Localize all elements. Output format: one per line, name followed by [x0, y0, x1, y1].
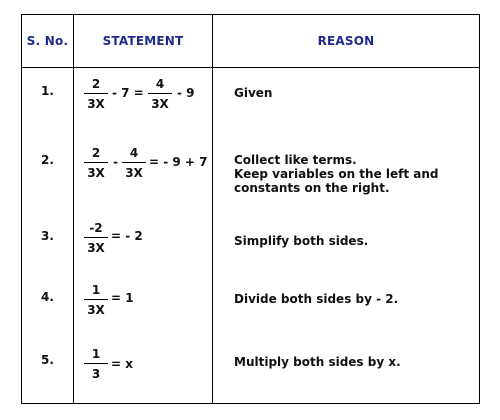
header-reason: REASON — [317, 34, 375, 48]
fraction-bar — [84, 162, 108, 163]
fraction-bar — [84, 93, 108, 94]
row-number: 1. — [41, 84, 54, 98]
fraction — [84, 146, 108, 180]
numerator: 4 — [155, 77, 165, 91]
reason-text — [234, 234, 368, 248]
operator-text: = x — [111, 357, 133, 371]
reason-line: Keep variables on the left and — [234, 167, 439, 181]
reason-text — [234, 86, 272, 100]
fraction-bar — [84, 299, 108, 300]
reason-text — [234, 153, 439, 195]
operator-text: = - 9 + 7 — [149, 155, 208, 169]
column-divider — [212, 15, 213, 403]
fraction — [84, 221, 108, 255]
denominator: 3X — [87, 97, 105, 111]
fraction-bar — [84, 237, 108, 238]
fraction — [84, 283, 108, 317]
reason-line: Collect like terms. — [234, 153, 357, 167]
denominator: 3X — [87, 303, 105, 317]
denominator: 3X — [151, 97, 169, 111]
fraction — [122, 146, 146, 180]
column-divider — [73, 15, 74, 403]
numerator: 1 — [91, 283, 101, 297]
denominator: 3X — [87, 241, 105, 255]
fraction-bar — [122, 162, 146, 163]
reason-line: Divide both sides by - 2. — [234, 292, 399, 306]
row-number: 3. — [41, 229, 54, 243]
reason-line: Simplify both sides. — [234, 234, 369, 248]
reason-line: Given — [234, 86, 273, 100]
operator-text: - 9 — [177, 86, 195, 100]
operator-text: = - 2 — [111, 229, 143, 243]
fraction-bar — [84, 363, 108, 364]
numerator: 4 — [129, 146, 139, 160]
row-number: 2. — [41, 153, 54, 167]
fraction — [148, 77, 172, 111]
operator-text: - — [113, 155, 118, 169]
numerator: 1 — [91, 347, 101, 361]
header-divider — [22, 67, 479, 68]
row-number: 5. — [41, 353, 54, 367]
row-number: 4. — [41, 290, 54, 304]
denominator: 3X — [125, 166, 143, 180]
fraction-bar — [148, 93, 172, 94]
header-sno: S. No. — [26, 34, 69, 48]
reason-line: Multiply both sides by x. — [234, 355, 401, 369]
proof-table — [21, 14, 480, 404]
reason-text — [234, 292, 398, 306]
reason-text — [234, 355, 401, 369]
header-statement: STATEMENT — [102, 34, 184, 48]
numerator: -2 — [89, 221, 103, 235]
reason-line: constants on the right. — [234, 181, 390, 195]
denominator: 3 — [91, 367, 101, 381]
numerator: 2 — [91, 77, 101, 91]
fraction — [84, 347, 108, 381]
denominator: 3X — [87, 166, 105, 180]
fraction — [84, 77, 108, 111]
numerator: 2 — [91, 146, 101, 160]
operator-text: = 1 — [111, 291, 134, 305]
operator-text: - 7 = — [112, 86, 144, 100]
